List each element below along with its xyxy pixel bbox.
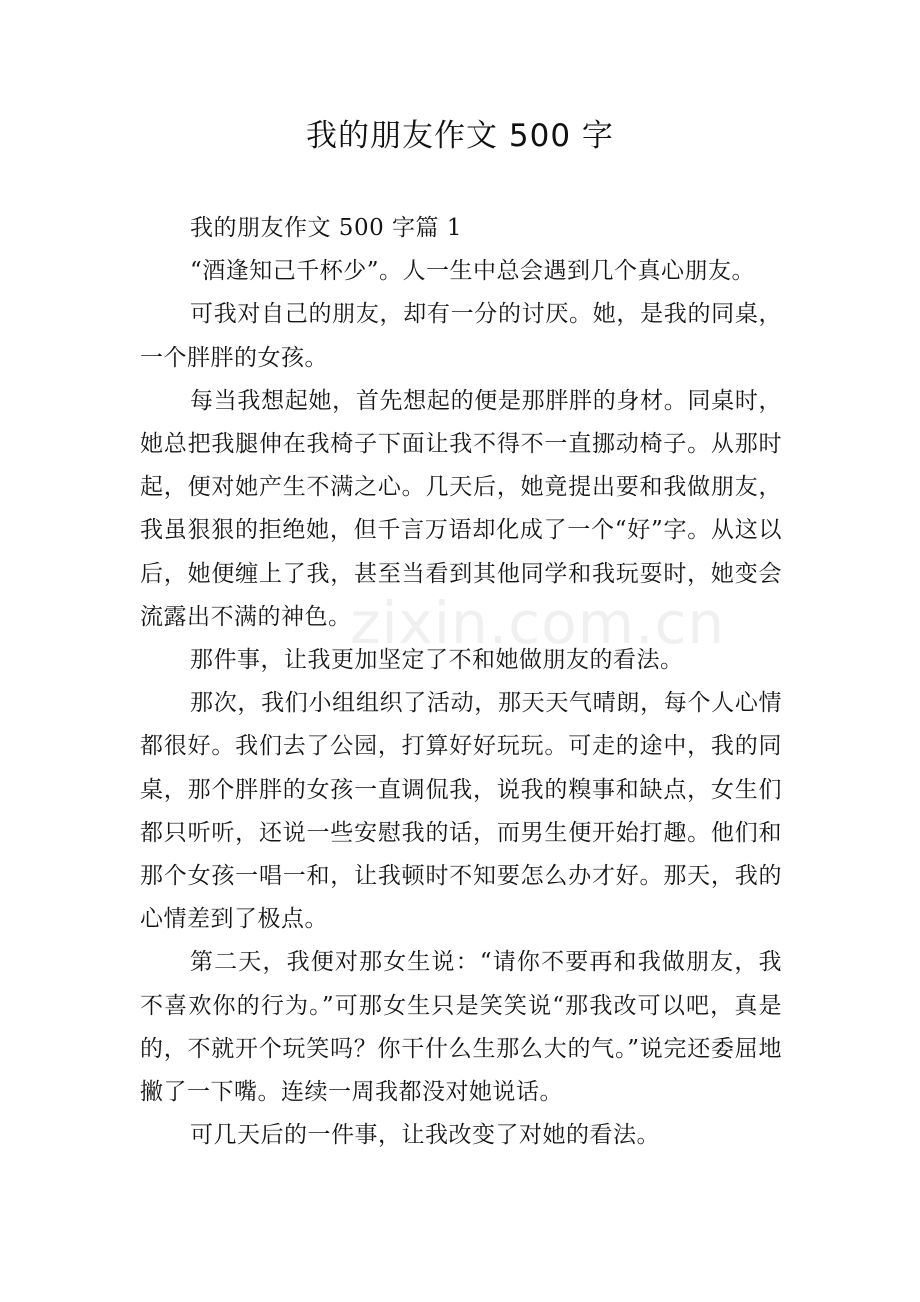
paragraph: “酒逢知己千杯少”。人一生中总会遇到几个真心朋友。: [190, 258, 756, 285]
document-title: 我的朋友作文 500 字: [306, 118, 614, 154]
paragraph: 可我对自己的朋友，却有一分的讨厌。她，是我的同桌，一个胖胖的女孩。: [140, 301, 782, 371]
paragraph: 那件事，让我更加坚定了不和她做朋友的看法。: [190, 647, 684, 674]
section-heading: 我的朋友作文 500 字篇 1: [190, 215, 462, 241]
document-body: [140, 207, 782, 1157]
paragraph: 可几天后的一件事，让我改变了对她的看法。: [190, 1122, 660, 1149]
watermark: zixin.com.cn: [350, 589, 726, 657]
paragraph: 每当我想起她，首先想起的便是那胖胖的身材。同桌时，她总把我腿伸在我椅子下面让我不得不一直挪动椅子。从那时起，便对她产生不满之心。几天后，她竟提出要和我做朋友，我虽狠狠的拒绝她，但千言万语却化成了一个“好”字。从这以后，她便缠上了我，甚至当看到其他同学和我玩耍时，她变会流露出不满的神色。: [140, 387, 782, 630]
paragraph: 那次，我们小组组织了活动，那天天气晴朗，每个人心情都很好。我们去了公园，打算好好玩玩。可走的途中，我的同桌，那个胖胖的女孩一直调侃我，说我的糗事和缺点，女生们都只听听，还说一些安慰我的话，而男生便开始打趣。他们和那个女孩一唱一和，让我顿时不知要怎么办才好。那天，我的心情差到了极点。: [140, 690, 782, 933]
paragraph: 第二天，我便对那女生说：“请你不要再和我做朋友，我不喜欢你的行为。”可那女生只是笑笑说“那我改可以吧，真是的，不就开个玩笑吗？你干什么生那么大的气。”说完还委屈地撇了一下嘴。连续一周我都没对她说话。: [140, 949, 782, 1106]
